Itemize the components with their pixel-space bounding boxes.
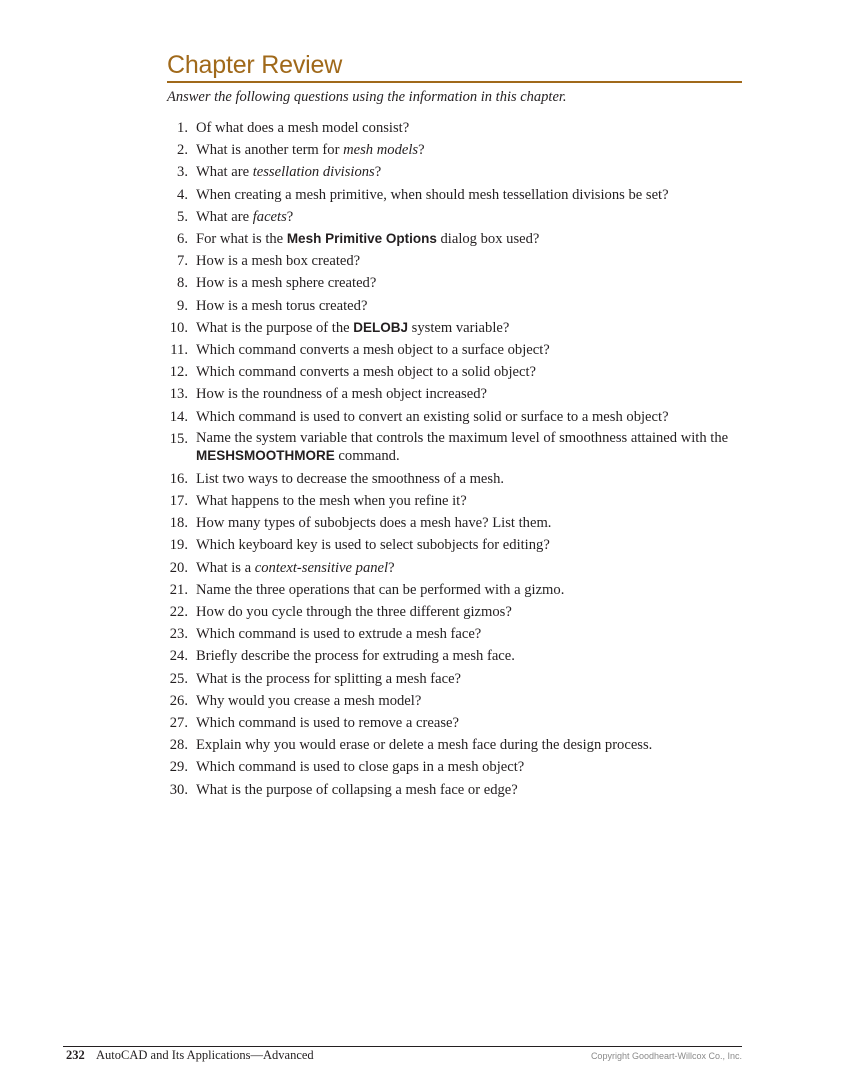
question-item [160,579,750,601]
question-number: 3. [177,164,188,181]
question-text-segment: How many types of subobjects does a mesh have? List them. [196,515,552,532]
question-number: 25. [169,670,188,687]
question-text-segment: command. [334,447,400,464]
question-text [196,756,750,778]
question-text-segment: Why would you crease a mesh model? [196,692,422,709]
question-item [160,295,750,317]
question-number: 14. [169,408,188,425]
question-number: 5. [177,208,188,225]
question-item [160,361,750,383]
question-text-segment: Which keyboard key is used to select subobjects for editing? [196,537,550,554]
question-text [196,184,750,206]
italic-term: context-sensitive panel [254,559,389,576]
question-item [160,117,750,139]
question-text-segment: How is the roundness of a mesh object increased? [196,386,487,403]
question-text-segment: Which command is used to close gaps in a mesh object? [196,759,525,776]
question-text-segment: What is a [196,559,255,576]
question-item [160,206,750,228]
question-item [160,250,750,272]
question-text [196,339,750,361]
question-text-segment: What are [196,164,253,181]
page-footer [66,1047,742,1063]
question-item [160,406,750,428]
question-text [196,512,750,534]
question-number: 9. [177,297,188,314]
question-text [196,206,750,228]
italic-term: tessellation divisions [252,164,375,181]
question-text-segment: What happens to the mesh when you refine it? [196,493,467,510]
question-text-segment: Of what does a mesh model consist? [196,120,410,136]
question-item [160,383,750,405]
question-text [196,161,750,183]
question-number: 19. [169,537,188,554]
question-text [196,295,750,317]
question-text [196,272,750,294]
question-text [196,383,750,405]
question-text [196,490,750,512]
chapter-review-heading: Chapter Review [167,51,343,79]
question-number: 15. [169,430,188,447]
question-item [160,645,750,667]
question-text-segment: dialog box used? [436,231,540,248]
command-name: DELOBJ [353,319,409,335]
question-number: 20. [169,559,188,576]
question-text [196,645,750,667]
question-text-segment: What is the purpose of collapsing a mesh face or edge? [196,781,518,798]
question-number: 26. [169,692,188,709]
question-text-segment: How is a mesh torus created? [196,297,368,314]
question-number: 17. [169,493,188,510]
question-text [196,228,750,250]
question-item [160,139,750,161]
question-text [196,428,750,468]
question-item [160,272,750,294]
question-number: 10. [169,319,188,336]
question-item [160,557,750,579]
question-text-segment: ? [374,164,382,181]
question-item [160,512,750,534]
question-item [160,428,750,468]
question-text-segment: How is a mesh sphere created? [196,275,377,292]
question-text [196,139,750,161]
question-text [196,623,750,645]
question-text-segment: What is the process for splitting a mesh face? [196,670,462,687]
question-text [196,557,750,579]
question-number: 4. [177,186,188,203]
question-text-segment: For what is the [196,231,287,248]
question-item [160,712,750,734]
question-text [196,690,750,712]
question-text [196,361,750,383]
question-item [160,161,750,183]
question-number: 11. [170,342,188,359]
question-item [160,734,750,756]
question-number: 7. [177,253,188,270]
question-number: 28. [169,737,188,754]
question-text-segment: ? [388,559,395,576]
question-item [160,184,750,206]
question-text-segment: What is another term for [196,142,344,159]
question-number: 27. [169,715,188,732]
question-number: 30. [169,781,188,798]
question-text-segment: Which command is used to remove a crease? [196,715,459,732]
command-name: MESHSMOOTHMORE [196,447,335,463]
question-number: 8. [177,275,188,292]
question-text-segment: Explain why you would erase or delete a mesh face during the design process. [196,737,653,754]
question-text-segment: Name the system variable that controls the maximum level of smoothness attained with the [196,429,729,446]
question-item [160,490,750,512]
question-text-segment: ? [286,208,294,225]
question-number: 12. [169,364,188,381]
question-text [196,579,750,601]
question-text [196,779,750,801]
question-text [196,734,750,756]
question-text [196,406,750,428]
question-item [160,668,750,690]
question-text [196,250,750,272]
italic-term: facets [252,208,287,225]
question-text-segment: ? [418,142,425,159]
question-text-segment: Which command is used to extrude a mesh face? [196,626,482,643]
question-list [160,117,750,801]
question-number: 29. [169,759,188,776]
question-text [196,317,750,339]
question-item [160,534,750,556]
question-text-segment: How do you cycle through the three different gizmos? [196,604,512,621]
question-text-segment: Which command is used to convert an existing solid or surface to a mesh object? [196,408,669,425]
question-text [196,601,750,623]
question-text [196,668,750,690]
question-text-segment: system variable? [408,319,510,336]
question-text-segment: Which command converts a mesh object to a surface object? [196,342,550,359]
question-text-segment: Name the three operations that can be performed with a gizmo. [196,581,565,598]
question-number: 6. [177,231,188,248]
question-number: 22. [169,604,188,621]
italic-term: mesh models [343,142,419,159]
question-text [196,534,750,556]
question-number: 1. [177,120,188,136]
copyright-notice: Copyright Goodheart-Willcox Co., Inc. [590,1051,742,1061]
instructions-text: Answer the following questions using the information in this chapter. [167,89,567,105]
question-text-segment: When creating a mesh primitive, when should mesh tessellation divisions be set? [196,186,669,203]
question-item [160,317,750,339]
question-number: 18. [169,515,188,532]
question-text [196,468,750,490]
heading-divider [167,81,742,83]
question-text [196,117,750,139]
question-text-segment: List two ways to decrease the smoothness of a mesh. [196,470,505,487]
page-number: 232 [66,1048,85,1062]
question-number: 21. [169,581,188,598]
question-item [160,623,750,645]
question-text-segment: How is a mesh box created? [196,253,361,270]
question-text-segment: What are [196,208,253,225]
question-text [196,712,750,734]
question-text-segment: Briefly describe the process for extruding a mesh face. [196,648,515,665]
question-number: 24. [169,648,188,665]
command-name: Mesh Primitive Options [286,231,437,247]
book-title: AutoCAD and Its Applications—Advanced [96,1048,314,1062]
question-number: 2. [177,142,188,159]
question-item [160,690,750,712]
question-item [160,779,750,801]
question-item [160,756,750,778]
question-number: 23. [169,626,188,643]
question-number: 16. [169,470,188,487]
question-text-segment: Which command converts a mesh object to a solid object? [196,364,537,381]
question-item [160,339,750,361]
question-item [160,228,750,250]
question-item [160,601,750,623]
question-text-segment: What is the purpose of the [196,319,354,336]
question-number: 13. [169,386,188,403]
question-item [160,468,750,490]
